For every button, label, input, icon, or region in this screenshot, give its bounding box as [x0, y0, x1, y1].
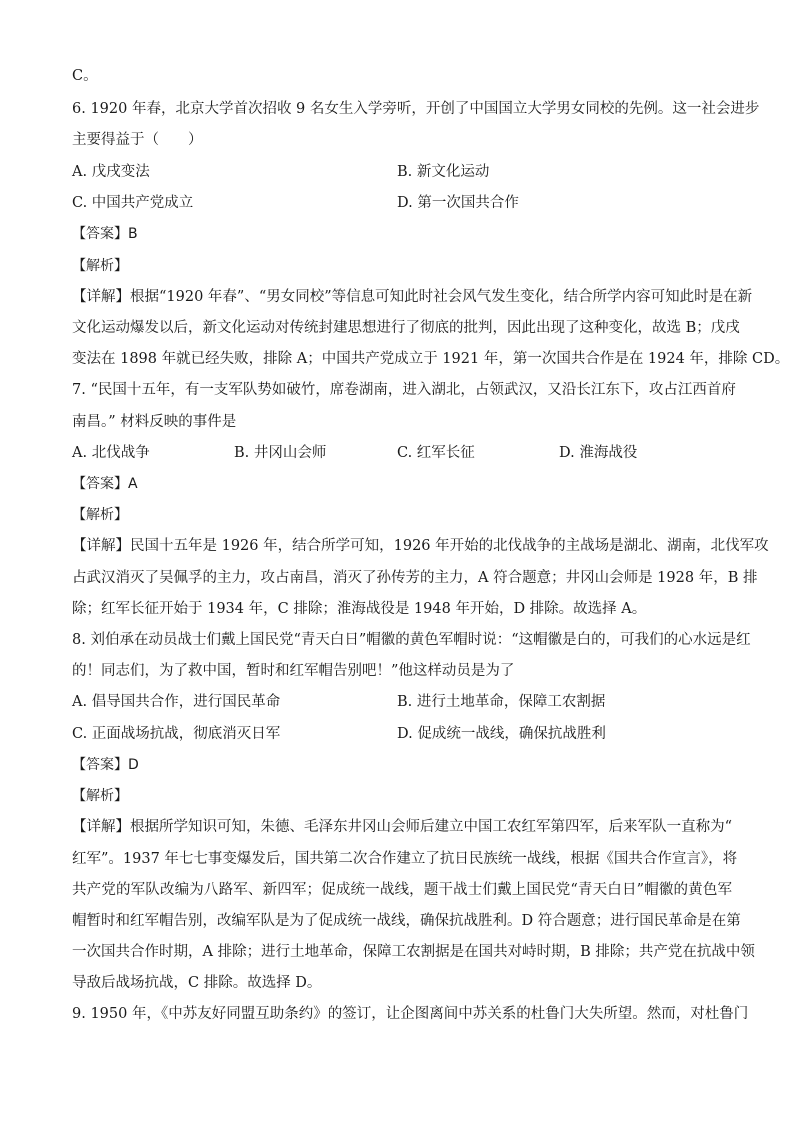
question-7-option-b: B. 井冈山会师	[234, 445, 327, 461]
question-8-stem-line-2: 的！同志们，为了救中国，暂时和红军帽告别吧！”他这样动员是为了	[72, 663, 515, 679]
question-6-option-c: C. 中国共产党成立	[72, 195, 194, 211]
question-8-detail-line-5: 一次国共合作时期，A 排除；进行土地革命，保障工农割据是在国共对峙时期，B 排除；共产党在抗战中领	[72, 944, 755, 960]
question-6-stem-line-1: 6. 1920 年春，北京大学首次招收 9 名女生入学旁听，开创了中国国立大学男女同校的先例。这一社会进步	[72, 101, 760, 117]
question-8-detail-line-3: 共产党的军队改编为八路军、新四军；促成统一战线，题干战士们戴上国民党“青天白日”帽徽的黄色军	[72, 882, 732, 898]
question-8-answer: 【答案】D	[72, 757, 139, 773]
question-8-detail-line-2: 红军”。1937 年七七事变爆发后，国共第二次合作建立了抗日民族统一战线，根据《国共合作宣言》，将	[72, 851, 738, 867]
question-8-option-a: A. 倡导国共合作，进行国民革命	[72, 694, 281, 710]
question-8-option-b: B. 进行土地革命，保障工农割据	[397, 694, 606, 710]
question-7-stem-line-1: 7. “民国十五年，有一支军队势如破竹，席卷湖南，进入湖北，占领武汉，又沿长江东下，攻占江西首府	[72, 382, 736, 398]
question-7-detail-line-1: 【详解】民国十五年是 1926 年，结合所学可知，1926 年开始的北伐战争的主战场是湖北、湖南，北伐军攻	[72, 538, 769, 554]
question-7-option-a: A. 北伐战争	[72, 445, 150, 461]
question-6-detail-line-1: 【详解】根据“1920 年春”、“男女同校”等信息可知此时社会风气发生变化，结合所学内容可知此时是在新	[72, 289, 753, 305]
question-7-answer: 【答案】A	[72, 476, 138, 492]
question-8-option-c: C. 正面战场抗战，彻底消灭日军	[72, 726, 281, 742]
question-8-detail-line-4: 帽暂时和红军帽告别，改编军队是为了促成统一战线，确保抗战胜利。D 符合题意；进行国民革命是在第	[72, 913, 741, 929]
question-7-option-d: D. 淮海战役	[559, 445, 638, 461]
question-6-option-a: A. 戊戌变法	[72, 164, 150, 180]
question-8-detail-line-6: 导敌后战场抗战，C 排除。故选择 D。	[72, 975, 322, 991]
question-6-option-d: D. 第一次国共合作	[397, 195, 519, 211]
question-8-analysis-heading: 【解析】	[72, 788, 128, 804]
question-7-detail-line-3: 除；红军长征开始于 1934 年，C 排除；淮海战役是 1948 年开始，D 排除。故选择 A。	[72, 601, 647, 617]
question-6-option-b: B. 新文化运动	[397, 164, 490, 180]
question-7-detail-line-2: 占武汉消灭了吴佩孚的主力，攻占南昌，消灭了孙传芳的主力，A 符合题意；井冈山会师是 1928 年，B 排	[72, 570, 758, 586]
question-8-stem-line-1: 8. 刘伯承在动员战士们戴上国民党“青天白日”帽徽的黄色军帽时说：“这帽徽是白的，可我们的心水远是红	[72, 632, 751, 648]
question-6-analysis-heading: 【解析】	[72, 258, 128, 274]
question-6-answer: 【答案】B	[72, 226, 138, 242]
question-6-detail-line-2: 文化运动爆发以后，新文化运动对传统封建思想进行了彻底的批判，因此出现了这种变化，故选 B；戊戌	[72, 320, 740, 336]
question-7-stem-line-2: 南昌。” 材料反映的事件是	[72, 414, 237, 430]
question-9-stem-line-1: 9. 1950 年，《中苏友好同盟互助条约》的签订，让企图离间中苏关系的杜鲁门大失所望。然而，对杜鲁门	[72, 1006, 749, 1022]
question-7-option-c: C. 红军长征	[397, 445, 475, 461]
question-6-stem-line-2: 主要得益于（ ）	[72, 132, 203, 148]
question-8-option-d: D. 促成统一战线，确保抗战胜利	[397, 726, 606, 742]
question-8-detail-line-1: 【详解】根据所学知识可知，朱德、毛泽东井冈山会师后建立中国工农红军第四军，后来军队一直称为“	[72, 819, 732, 835]
c-end: C。	[72, 68, 98, 84]
question-6-detail-line-3: 变法在 1898 年就已经失败，排除 A；中国共产党成立于 1921 年，第一次国共合作是在 1924 年，排除 CD。	[72, 351, 790, 367]
question-7-analysis-heading: 【解析】	[72, 507, 128, 523]
